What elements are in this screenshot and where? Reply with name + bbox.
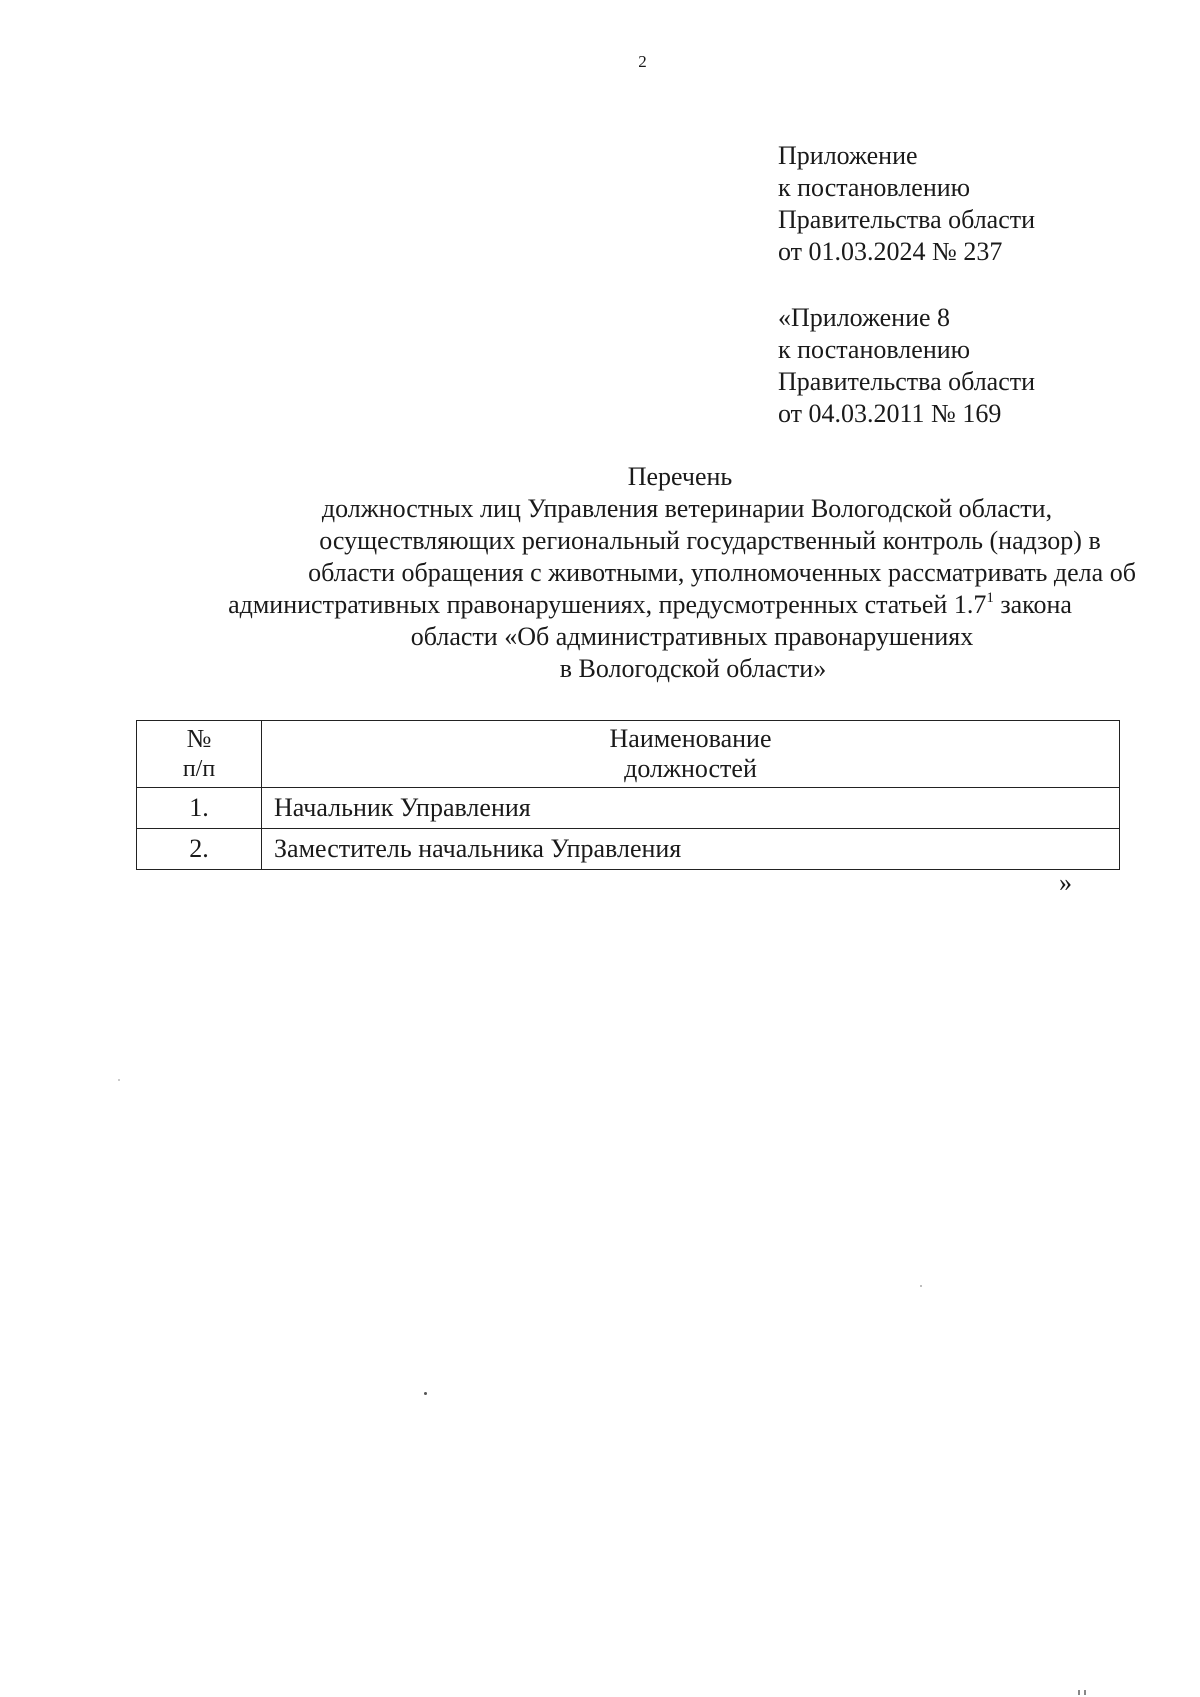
title-line: области обращения с животными, уполномоченных рассматривать дела об bbox=[308, 558, 1136, 587]
header-name-line: должностей bbox=[624, 754, 757, 783]
scan-speck bbox=[1078, 1690, 1080, 1695]
title-line: в Вологодской области» bbox=[559, 654, 827, 683]
positions-table bbox=[136, 720, 1120, 870]
annex-current-line: Правительства области bbox=[778, 205, 1036, 234]
header-number-sign: № bbox=[186, 724, 212, 753]
annex-original-reference bbox=[778, 302, 1035, 430]
header-number-sub: п/п bbox=[182, 756, 216, 782]
header-name-cell bbox=[262, 721, 1120, 788]
row-number: 1. bbox=[137, 788, 262, 829]
header-name-line: Наименование bbox=[609, 724, 772, 753]
annex-current-reference bbox=[778, 140, 1035, 268]
page-number: 2 bbox=[638, 52, 647, 71]
table-row bbox=[137, 829, 1120, 870]
annex-current-line: к постановлению bbox=[778, 173, 971, 202]
row-number: 2. bbox=[137, 829, 262, 870]
closing-quote: » bbox=[1059, 868, 1072, 897]
table-row bbox=[137, 788, 1120, 829]
annex-current-line: Приложение bbox=[778, 141, 918, 170]
document-title bbox=[150, 461, 1150, 685]
header-number-cell bbox=[137, 721, 262, 788]
row-position-name: Заместитель начальника Управления bbox=[262, 829, 1120, 870]
title-line-with-article bbox=[150, 589, 1150, 621]
scan-speck bbox=[920, 1285, 922, 1287]
title-line: осуществляющих региональный государственный контроль (надзор) в bbox=[319, 526, 1101, 555]
title-heading: Перечень bbox=[627, 462, 733, 491]
title-line: должностных лиц Управления ветеринарии Вологодской области, bbox=[321, 494, 1053, 523]
article-superscript: 1 bbox=[986, 590, 994, 606]
scan-speck bbox=[118, 1079, 120, 1081]
scan-speck bbox=[1084, 1690, 1086, 1695]
title-line: области «Об административных правонарушениях bbox=[410, 622, 974, 651]
annex-original-line: «Приложение 8 bbox=[778, 303, 951, 332]
annex-current-line: от 01.03.2024 № 237 bbox=[778, 237, 1003, 266]
annex-original-line: Правительства области bbox=[778, 367, 1036, 396]
title-line-text: закона bbox=[993, 590, 1072, 619]
title-line-text: административных правонарушениях, предусмотренных статьей 1.7 bbox=[228, 590, 987, 619]
table-header-row bbox=[137, 721, 1120, 788]
row-position-name: Начальник Управления bbox=[262, 788, 1120, 829]
annex-original-line: от 04.03.2011 № 169 bbox=[778, 399, 1002, 428]
scan-speck bbox=[424, 1392, 427, 1395]
annex-original-line: к постановлению bbox=[778, 335, 971, 364]
